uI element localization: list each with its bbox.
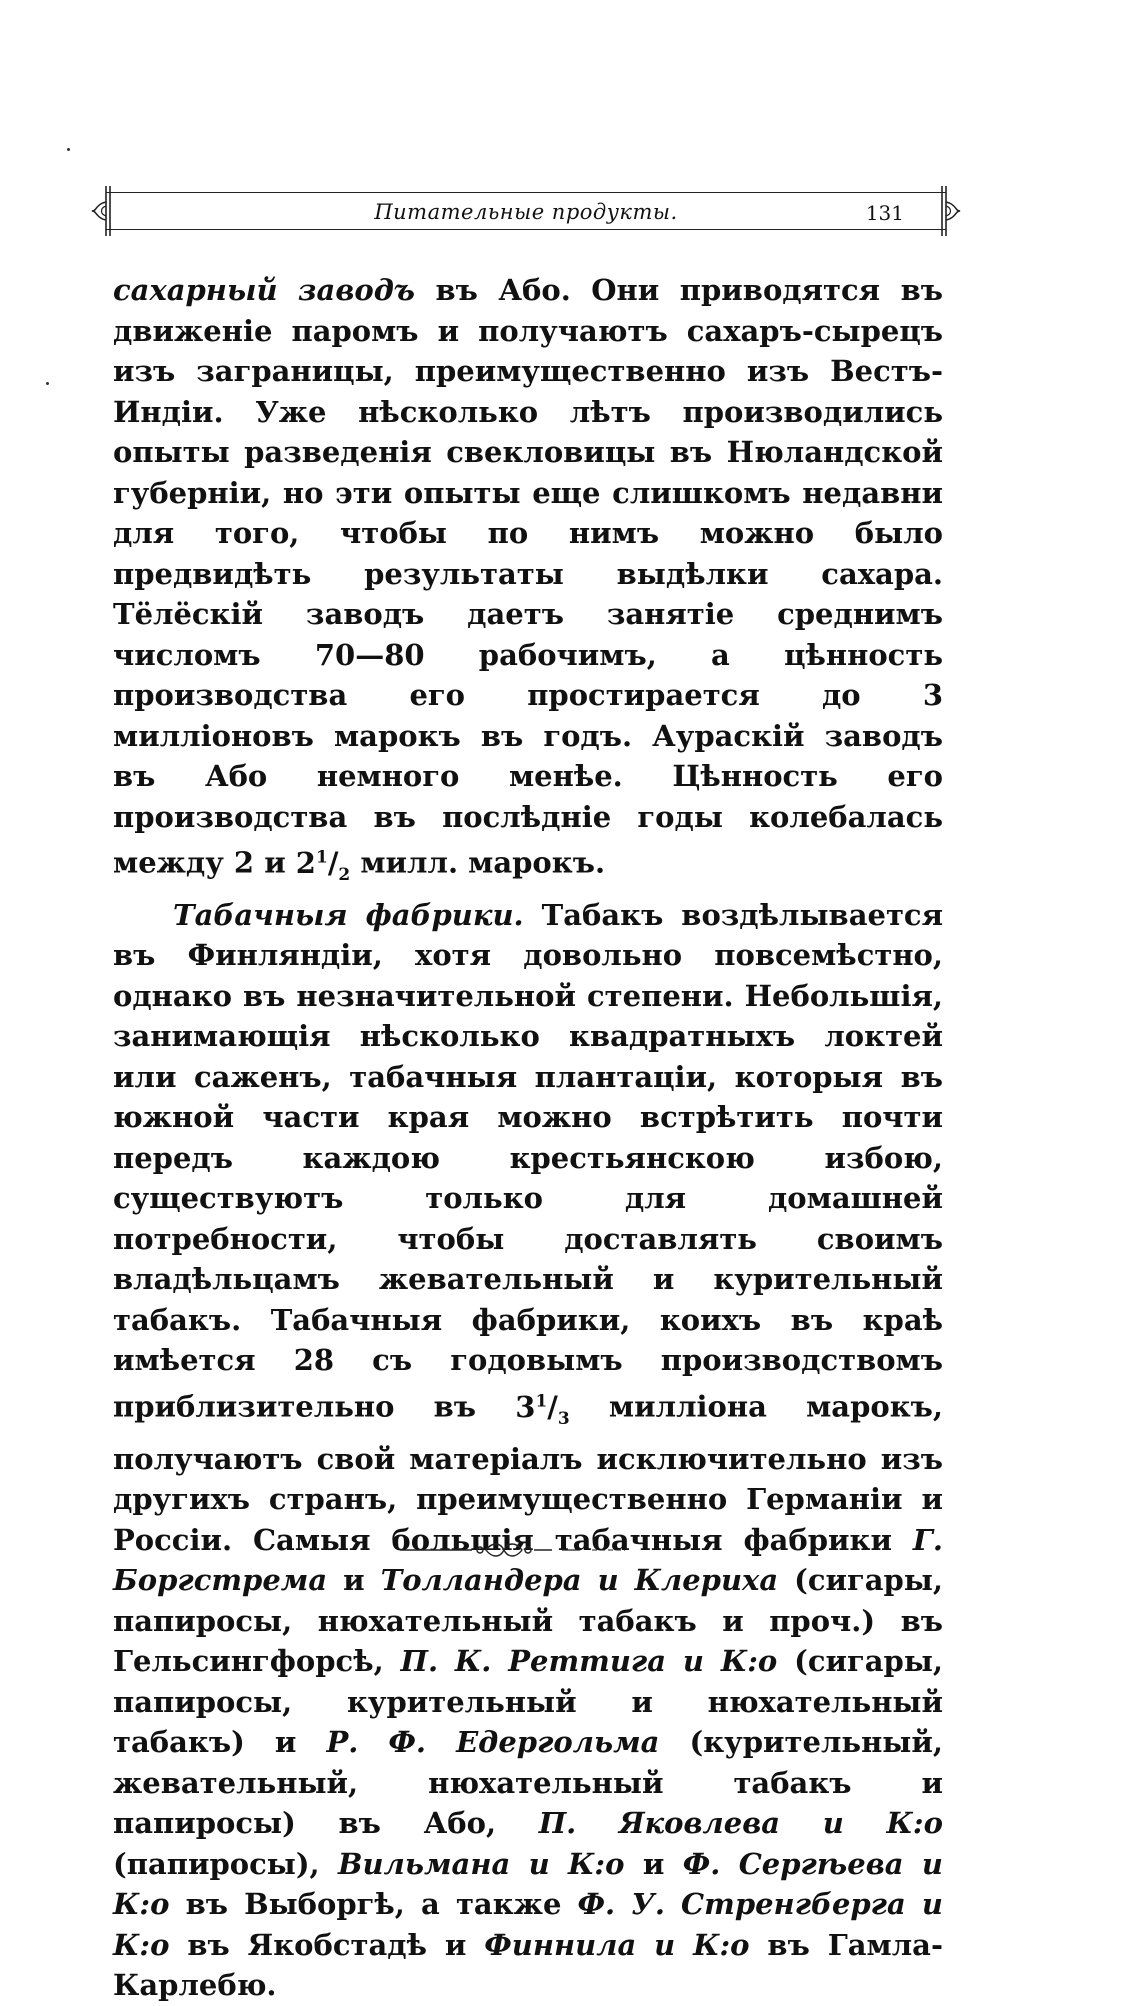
mixed-fraction: $2^1/_2$ [295,845,351,885]
print-speck [46,382,49,385]
paragraph-text: въ Якобстадѣ и [169,1927,485,1962]
body-text [113,270,943,2006]
fraction-whole: 3 [515,1389,536,1424]
paragraph-text: милліона марокъ, получаютъ свой матеріалъ исключительно изъ другихъ странъ, преимущественно Германіи и Россіи. Самыя большія табачныя фабрики [113,1389,943,1557]
paragraph-text: (курительный, жевательный, нюхательный табакъ и папиросы) въ Або, [113,1725,943,1841]
running-header [96,182,956,240]
paragraph-text: и [327,1563,381,1598]
paragraph-text: (папиросы), [113,1846,338,1881]
italic-name: Финнила и К:о [484,1927,750,1962]
paragraph-text: въ Або. Они приводятся въ движеніе паромъ и получаютъ сахаръ-сырецъ изъ заграницы, преимущественно изъ Вестъ-Индіи. Уже нѣсколько лѣтъ производились опыты разведенія свекловицы въ Нюландской губерніи, но эти опыты еще слишкомъ недавни для того, чтобы по нимъ можно было предвидѣть результаты выдѣлки сахара. Тёлёскій заводъ даетъ занятіе среднимъ числомъ 70—80 рабочимъ, а цѣнность производства его простирается до 3 милліоновъ марокъ въ годъ. Аураскій заводъ въ Або немного менѣе. Цѣнность его производства въ послѣдніе годы колебалась между 2 и [113,273,943,880]
italic-name: Ф. У. Стренгберга и К:о [113,1887,943,1962]
paragraph-text: (сигары, папиросы, курительный и нюхательный табакъ) и [113,1644,943,1760]
italic-name: Р. Ф. Едергольма [326,1725,660,1760]
print-speck [67,148,70,151]
paragraph-text: Табакъ воздѣлывается въ Финляндіи, хотя довольно повсемѣстно, однако въ незначительной степени. Небольшія, занимающія нѣсколько квадратныхъ локтей или саженъ, табачныя плантаціи, которыя въ южной части края можно встрѣтить почти передъ каждою крестьянскою избою, существуютъ только для домашней потребности, чтобы доставлять своимъ владѣльцамъ жевательный и курительный табакъ. Табачныя фабрики, коихъ въ краѣ имѣется 28 съ годовымъ производствомъ приблизительно въ [113,897,943,1424]
italic-name: П. К. Реттига и К:о [400,1644,778,1679]
italic-name: П. Яковлева и К:о [538,1806,943,1841]
page-number: 131 [865,201,904,225]
paragraph-text: (сигары, папиросы, нюхательный табакъ и проч.) въ Гельсингфорсѣ, [113,1563,943,1679]
italic-name: Толландера и Клериха [380,1563,779,1598]
paragraph-sugar-factories [113,270,943,895]
paragraph-text: въ Гамла-Карлебю. [113,1927,943,2003]
italic-name: Вильмана и К:о [338,1846,625,1881]
paragraph-text: въ Выборгѣ, а также [169,1887,578,1922]
tailpiece-ornament-icon [400,1540,650,1560]
paragraph-text: и [624,1846,683,1881]
running-title: Питательные продукты. [374,200,678,224]
mixed-fraction: $3^1/_3$ [515,1389,570,1429]
fraction-numerator: 1 [315,847,328,867]
paragraph-tobacco-factories [113,895,943,2006]
fraction-whole: 2 [295,845,316,880]
italic-name: Г. Боргстрема [113,1522,943,1598]
paragraph-text: милл. марокъ. [350,845,606,880]
italic-heading: Табачныя фабрики. [173,897,524,932]
fraction-denominator: 2 [338,864,351,885]
header-ornament-right-icon [936,182,962,240]
fraction-denominator: 3 [557,1408,570,1429]
fraction-numerator: 1 [535,1390,548,1411]
italic-term: сахарный заводъ [113,273,415,307]
italic-name: Ф. Сергѣева и К:о [113,1846,943,1922]
